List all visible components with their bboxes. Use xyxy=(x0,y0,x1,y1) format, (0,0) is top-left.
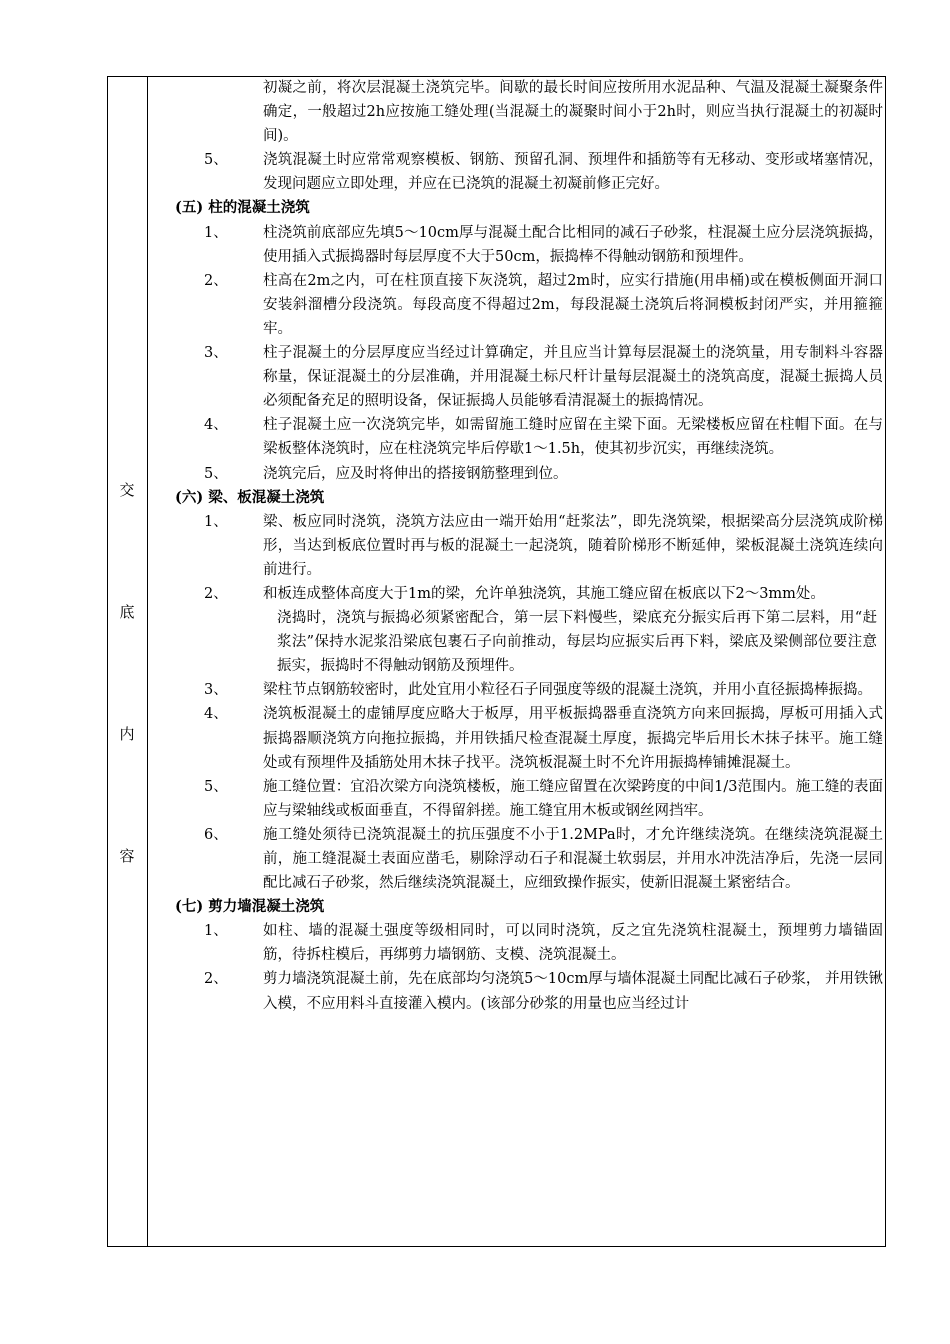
section-heading: (五) 柱的混凝土浇筑 xyxy=(175,199,310,217)
side-label-char: 容 xyxy=(119,847,135,865)
list-item xyxy=(151,919,883,967)
list-item xyxy=(151,76,883,148)
side-label-char: 内 xyxy=(119,725,135,743)
item-number: 2、 xyxy=(204,585,228,602)
list-item xyxy=(151,148,883,196)
section-heading: (七) 剪力墙混凝土浇筑 xyxy=(175,898,325,916)
item-number: 6、 xyxy=(204,826,228,843)
list-item xyxy=(151,269,883,341)
item-text: 初凝之前，将次层混凝土浇筑完毕。间歇的最长时间应按所用水泥品种、气温及混凝土凝聚条件确定，一般超过2h应按施工缝处理(当混凝土的凝聚时间小于2h时，则应当执行混凝土的初凝时间)。 xyxy=(263,80,883,145)
item-text: 浇筑板混凝土的虚铺厚度应略大于板厚，用平板振捣器垂直浇筑方向来回振捣，厚板可用插入式振捣器顺浇筑方向拖拉振捣，并用铁插尺检查混凝土厚度，振捣完毕后用长木抹子抹平。施工缝处或有预埋件及插筋处用木抹子找平。浇筑板混凝土时不允许用振捣棒铺摊混凝土。 xyxy=(263,706,883,771)
item-number: 5、 xyxy=(204,778,228,795)
item-number xyxy=(151,76,263,148)
item-text: 柱子混凝土的分层厚度应当经过计算确定，并且应当计算每层混凝土的浇筑量，用专制料斗容器称量，保证混凝土的分层准确，并用混凝土标尺杆计量每层混凝土的浇筑高度，混凝土振捣人员必须配备充足的照明设备，保证振捣人员能够看清混凝土的振捣情况。 xyxy=(263,345,883,410)
list-item xyxy=(151,341,883,413)
item-text: 柱高在2m之内，可在柱顶直接下灰浇筑，超过2m时，应实行措施(用串桶)或在模板侧面开洞口安装斜溜槽分段浇筑。每段高度不得超过2m，每段混凝土浇筑后将洞模板封闭严实，并用箍箍牢。 xyxy=(263,272,883,337)
list-item xyxy=(151,510,883,582)
item-number: 2、 xyxy=(204,272,228,289)
item-number: 3、 xyxy=(204,682,228,699)
item-text: 柱浇筑前底部应先填5～10cm厚与混凝土配合比相同的减石子砂浆，柱混凝土应分层浇筑振捣，使用插入式振捣器时每层厚度不大于50cm，振捣棒不得触动钢筋和预埋件。 xyxy=(263,224,883,265)
side-label-char: 交 xyxy=(119,481,135,499)
item-number: 1、 xyxy=(204,513,228,530)
item-text: 柱子混凝土应一次浇筑完毕，如需留施工缝时应留在主梁下面。无梁楼板应留在柱帽下面。在与梁板整体浇筑时，应在柱浇筑完毕后停歇1～1.5h，使其初步沉实，再继续浇筑。 xyxy=(263,417,883,458)
item-number: 1、 xyxy=(204,923,228,940)
item-text: 如柱、墙的混凝土强度等级相同时，可以同时浇筑，反之宜先浇筑柱混凝土，预埋剪力墙锚固筋，待拆柱模后，再绑剪力墙钢筋、支模、浇筑混凝土。 xyxy=(263,923,883,964)
list-item xyxy=(151,582,883,606)
item-number: 4、 xyxy=(204,706,228,723)
content-cell xyxy=(151,76,883,1016)
list-item xyxy=(151,462,883,486)
item-number: 5、 xyxy=(204,152,228,169)
item-text: 梁、板应同时浇筑，浇筑方法应由一端开始用“赶浆法”，即先浇筑梁，根据梁高分层浇筑成阶梯形，当达到板底位置时再与板的混凝土一起浇筑，随着阶梯形不断延伸，梁板混凝土浇筑连续向前进行。 xyxy=(263,513,883,578)
item-text: 浇筑完后，应及时将伸出的搭接钢筋整理到位。 xyxy=(263,465,568,482)
list-item xyxy=(151,221,883,269)
item-number: 3、 xyxy=(204,345,228,362)
list-item xyxy=(151,823,883,895)
item-text: 浇筑混凝土时应常常观察模板、钢筋、预留孔洞、预埋件和插筋等有无移动、变形或堵塞情况，发现问题应立即处理，并应在已浇筑的混凝土初凝前修正完好。 xyxy=(263,152,883,193)
item-text: 施工缝位置：宜沿次梁方向浇筑楼板，施工缝应留置在次梁跨度的中间1/3范围内。施工缝的表面应与梁轴线或板面垂直，不得留斜搓。施工缝宜用木板或钢丝网挡牢。 xyxy=(263,778,883,819)
section-heading: (六) 梁、板混凝土浇筑 xyxy=(175,488,325,506)
item-number: 1、 xyxy=(204,224,228,241)
paragraph: 浇捣时，浇筑与振捣必须紧密配合，第一层下料慢些，梁底充分振实后再下第二层料，用“赶浆法”保持水泥浆沿梁底包裹石子向前推动，每层均应振实后再下料，梁底及梁侧部位要注意振实，振捣时不得触动钢筋及预埋件。 xyxy=(277,610,877,675)
item-text: 梁柱节点钢筋较密时，此处宜用小粒径石子同强度等级的混凝土浇筑，并用小直径振捣棒振捣。 xyxy=(263,682,872,699)
list-item xyxy=(151,702,883,774)
list-item xyxy=(151,413,883,461)
item-text: 剪力墙浇筑混凝土前，先在底部均匀浇筑5～10cm厚与墙体混凝土同配比减石子砂浆， 并用铁锹入模，不应用料斗直接灌入模内。(该部分砂浆的用量也应当经过计 xyxy=(263,971,883,1012)
column-divider xyxy=(147,76,148,1247)
list-item xyxy=(151,775,883,823)
list-item xyxy=(151,678,883,702)
item-number: 4、 xyxy=(204,417,228,434)
item-number: 5、 xyxy=(204,465,228,482)
item-text: 施工缝处须待已浇筑混凝土的抗压强度不小于1.2MPa时，才允许继续浇筑。在继续浇筑混凝土前，施工缝混凝土表面应凿毛，剔除浮动石子和混凝土软弱层，并用水冲洗洁净后，先浇一层同配比减石子砂浆，然后继续浇筑混凝土，应细致操作振实，使新旧混凝土紧密结合。 xyxy=(263,826,883,892)
side-label-char: 底 xyxy=(119,603,135,621)
list-item xyxy=(151,967,883,1015)
item-text: 和板连成整体高度大于1m的梁，允许单独浇筑，其施工缝应留在板底以下2～3mm处。 xyxy=(263,585,825,602)
item-number: 2、 xyxy=(204,971,228,988)
